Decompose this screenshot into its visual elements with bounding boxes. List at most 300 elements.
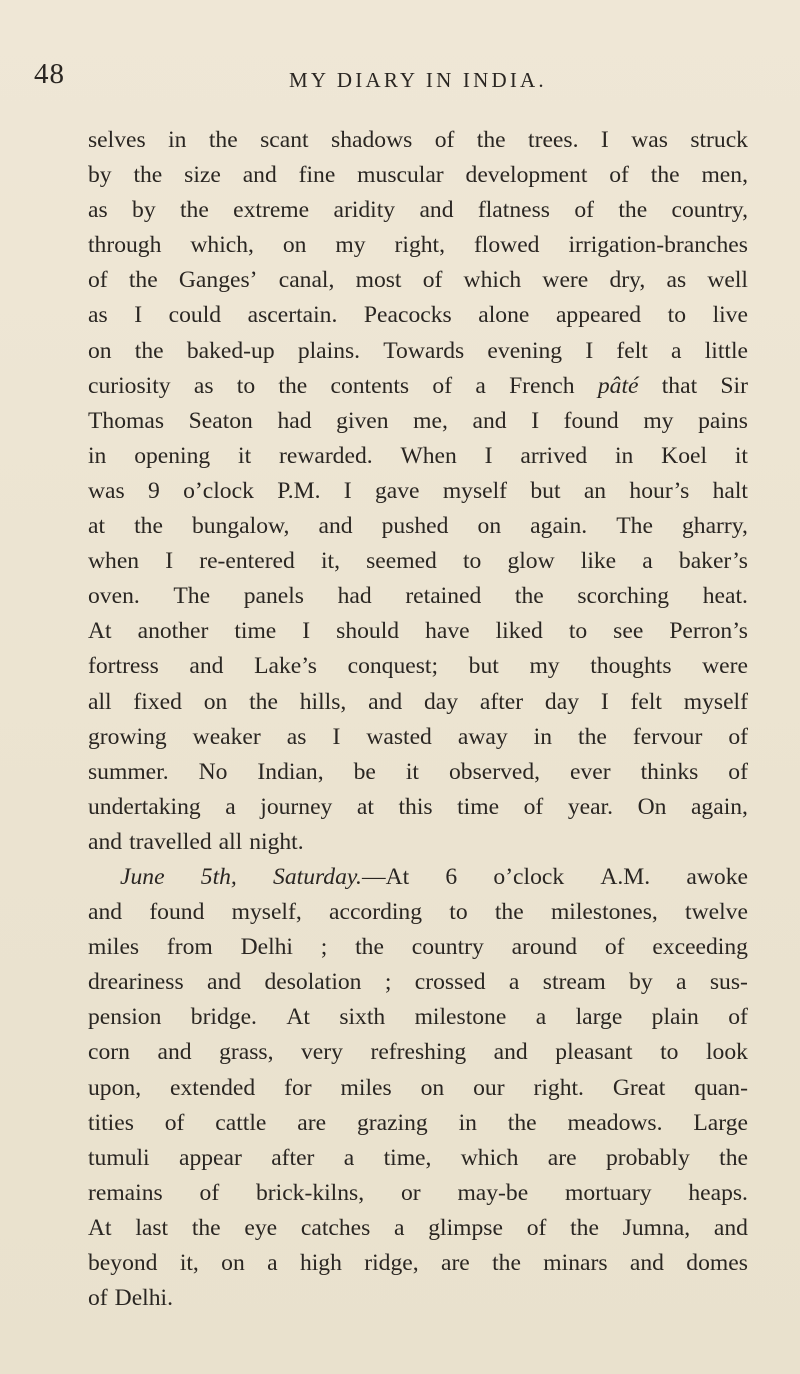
word: to bbox=[462, 548, 482, 575]
word: gave bbox=[374, 477, 420, 504]
text-line bbox=[88, 334, 748, 369]
word: of bbox=[164, 1109, 185, 1136]
word: the bbox=[133, 162, 163, 189]
word: No bbox=[198, 758, 228, 785]
word: but bbox=[530, 477, 561, 504]
word: the bbox=[179, 197, 209, 224]
word: are bbox=[297, 1109, 327, 1136]
word: my bbox=[529, 653, 560, 680]
word: Saturday.—At bbox=[273, 863, 410, 890]
word: as bbox=[193, 372, 214, 399]
word: and bbox=[242, 162, 277, 189]
word: ; bbox=[384, 969, 392, 996]
word: have bbox=[425, 618, 470, 645]
word: of bbox=[199, 1179, 220, 1206]
word: tities bbox=[88, 1109, 134, 1136]
word: plains. bbox=[297, 337, 361, 364]
word: remains bbox=[88, 1179, 163, 1206]
word: but bbox=[468, 653, 499, 680]
word: from bbox=[166, 934, 213, 961]
word: hills, bbox=[299, 688, 347, 715]
word: refreshing bbox=[370, 1039, 467, 1066]
text-line bbox=[88, 1035, 748, 1070]
text-line bbox=[88, 1281, 748, 1316]
page-number: 48 bbox=[34, 58, 65, 90]
word: which, bbox=[190, 232, 254, 259]
word: cattle bbox=[215, 1109, 267, 1136]
text-line bbox=[88, 930, 748, 965]
word: on bbox=[282, 232, 307, 259]
word: heat. bbox=[702, 583, 748, 610]
word: to bbox=[667, 302, 686, 329]
body-text bbox=[88, 123, 748, 1316]
word: another bbox=[137, 618, 209, 645]
word: of bbox=[728, 758, 748, 785]
word: The bbox=[616, 513, 653, 540]
word: curiosity bbox=[88, 372, 171, 399]
word: and bbox=[493, 1039, 528, 1066]
word: are bbox=[440, 1250, 470, 1276]
word: fine bbox=[298, 162, 336, 189]
text-line bbox=[88, 1106, 748, 1141]
word: scant bbox=[260, 127, 309, 153]
word: growing bbox=[88, 723, 167, 750]
word: according bbox=[329, 899, 423, 926]
word: the bbox=[492, 1250, 521, 1276]
word: Delhi. bbox=[114, 1285, 173, 1312]
text-line bbox=[88, 474, 748, 509]
word: contents bbox=[330, 372, 410, 399]
word: of bbox=[422, 267, 443, 294]
word: again. bbox=[530, 513, 588, 540]
word: myself, bbox=[231, 899, 302, 926]
word: 6 bbox=[445, 863, 458, 890]
word: I bbox=[600, 688, 609, 715]
word: be bbox=[353, 758, 376, 785]
word: 5th, bbox=[200, 863, 237, 890]
word: aridity bbox=[333, 197, 396, 224]
word: it, bbox=[179, 1250, 199, 1276]
word: of bbox=[434, 127, 455, 153]
word: my bbox=[643, 407, 674, 434]
word: and bbox=[207, 969, 242, 996]
word: weaker bbox=[192, 723, 261, 750]
word: irrigation-branches bbox=[568, 232, 748, 259]
text-line bbox=[88, 614, 748, 649]
word: milestone bbox=[414, 1004, 507, 1031]
word: of bbox=[728, 1004, 748, 1031]
word: Delhi bbox=[240, 934, 293, 961]
text-line bbox=[88, 298, 748, 333]
word: Sir bbox=[720, 372, 748, 399]
word: of bbox=[728, 723, 748, 750]
word: of bbox=[526, 1214, 547, 1241]
text-line bbox=[88, 228, 748, 263]
word: like bbox=[580, 548, 617, 575]
word: time, bbox=[383, 1144, 432, 1171]
text-line bbox=[88, 860, 748, 895]
text-line bbox=[88, 649, 748, 684]
word: a bbox=[535, 1004, 547, 1031]
word: baker’s bbox=[678, 548, 748, 575]
word: felt bbox=[616, 337, 648, 364]
word: I bbox=[484, 442, 493, 469]
word: men, bbox=[701, 162, 748, 189]
word: a bbox=[343, 1144, 355, 1171]
word: grazing bbox=[356, 1109, 428, 1136]
word: my bbox=[335, 232, 366, 259]
word: a bbox=[394, 1214, 405, 1241]
word: night. bbox=[249, 828, 304, 855]
word: by bbox=[132, 197, 156, 224]
word: very bbox=[301, 1039, 343, 1066]
word: could bbox=[168, 302, 222, 329]
word: pension bbox=[88, 1004, 162, 1031]
word: to bbox=[236, 372, 256, 399]
word: the bbox=[618, 197, 648, 224]
word: I bbox=[302, 618, 311, 645]
word: are bbox=[547, 1144, 577, 1171]
word: the bbox=[719, 1144, 748, 1171]
word: as bbox=[666, 267, 687, 294]
word: Koel bbox=[661, 442, 708, 469]
word: A.M. bbox=[600, 863, 651, 890]
word: I bbox=[134, 302, 143, 329]
word: in bbox=[458, 1109, 477, 1136]
word: I bbox=[332, 723, 341, 750]
word: probably bbox=[605, 1144, 690, 1171]
word: me, bbox=[413, 407, 448, 434]
word: as bbox=[88, 302, 108, 329]
word: wasted bbox=[366, 723, 432, 750]
word: away bbox=[457, 723, 508, 750]
word: right, bbox=[394, 232, 445, 259]
word: year. bbox=[567, 793, 614, 820]
word: travelled bbox=[129, 828, 212, 855]
word: at bbox=[356, 793, 374, 820]
word: trees. bbox=[528, 127, 579, 153]
word: on bbox=[221, 1250, 245, 1276]
word: well bbox=[707, 267, 748, 294]
word: or bbox=[400, 1179, 421, 1206]
word: found bbox=[149, 899, 205, 926]
text-line bbox=[88, 965, 748, 1000]
word: time bbox=[234, 618, 277, 645]
text-line bbox=[88, 263, 748, 298]
word: Jumna, bbox=[622, 1214, 691, 1241]
word: Ganges’ bbox=[178, 267, 258, 294]
word: upon, bbox=[88, 1074, 142, 1101]
word: in bbox=[88, 442, 107, 469]
word: found bbox=[563, 407, 619, 434]
word: a bbox=[676, 969, 687, 996]
word: a bbox=[671, 337, 682, 364]
word: the bbox=[578, 723, 607, 750]
word: corn bbox=[88, 1039, 130, 1066]
word: for bbox=[284, 1074, 312, 1101]
word: canal, bbox=[278, 267, 335, 294]
word: o’clock bbox=[493, 863, 565, 890]
word: shadows bbox=[331, 127, 413, 153]
word: catches bbox=[300, 1214, 371, 1241]
word: grass, bbox=[219, 1039, 274, 1066]
word: conquest; bbox=[347, 653, 439, 680]
word: and bbox=[368, 688, 403, 715]
word: it bbox=[405, 758, 419, 785]
word: large bbox=[575, 1004, 623, 1031]
word: of bbox=[432, 372, 453, 399]
text-line bbox=[88, 1211, 748, 1246]
word: minars bbox=[543, 1250, 608, 1276]
word: the bbox=[476, 127, 506, 153]
word: Perron’s bbox=[669, 618, 748, 645]
word: the bbox=[650, 162, 680, 189]
text-line bbox=[88, 544, 748, 579]
word: it, bbox=[320, 548, 340, 575]
word: fixed bbox=[133, 688, 182, 715]
word: through bbox=[88, 232, 162, 259]
word: At bbox=[286, 1004, 310, 1031]
word: When bbox=[400, 442, 457, 469]
word: the bbox=[278, 372, 308, 399]
text-line bbox=[88, 720, 748, 755]
text-line bbox=[88, 193, 748, 228]
word: mortuary bbox=[565, 1179, 652, 1206]
word: extended bbox=[170, 1074, 256, 1101]
word: At bbox=[88, 618, 112, 645]
word: panels bbox=[243, 583, 304, 610]
word: extreme bbox=[233, 197, 310, 224]
word: by bbox=[88, 162, 112, 189]
word: as bbox=[88, 197, 108, 224]
word: On bbox=[637, 793, 667, 820]
word: on bbox=[420, 1074, 445, 1101]
word: thinks bbox=[640, 758, 699, 785]
word: appeared bbox=[555, 302, 642, 329]
word: live bbox=[712, 302, 748, 329]
running-title: MY DIARY IN INDIA. bbox=[289, 68, 547, 92]
text-line bbox=[88, 439, 748, 474]
word: P.M. bbox=[277, 477, 321, 504]
word: Thomas bbox=[88, 407, 165, 434]
word: dreariness bbox=[88, 969, 184, 996]
word: the bbox=[128, 267, 158, 294]
word: retained bbox=[405, 583, 482, 610]
word: the bbox=[191, 1214, 221, 1241]
word: a bbox=[267, 1250, 278, 1276]
word: liked bbox=[495, 618, 543, 645]
word: dry, bbox=[609, 267, 646, 294]
word: the bbox=[208, 127, 238, 153]
text-line bbox=[88, 369, 748, 404]
text-line bbox=[88, 755, 748, 790]
word: the bbox=[570, 1214, 599, 1241]
text-line bbox=[88, 790, 748, 825]
word: around bbox=[511, 934, 578, 961]
word: the bbox=[494, 899, 524, 926]
word: ridge, bbox=[364, 1250, 419, 1276]
word: ascertain. bbox=[247, 302, 338, 329]
word: glow bbox=[507, 548, 555, 575]
text-line bbox=[88, 685, 748, 720]
word: myself bbox=[683, 688, 748, 715]
word: had bbox=[337, 583, 372, 610]
word: size bbox=[184, 162, 221, 189]
word: quan- bbox=[694, 1074, 748, 1101]
word: in bbox=[168, 127, 187, 153]
word: desolation bbox=[264, 969, 362, 996]
word: was bbox=[631, 127, 668, 153]
word: pâté bbox=[597, 372, 639, 399]
word: all bbox=[218, 828, 243, 855]
word: re-entered bbox=[199, 548, 295, 575]
word: crossed bbox=[414, 969, 486, 996]
word: tumuli bbox=[88, 1144, 150, 1171]
word: felt bbox=[630, 688, 662, 715]
word: bungalow, bbox=[191, 513, 290, 540]
word: were bbox=[702, 653, 748, 680]
word: milestones, bbox=[550, 899, 658, 926]
word: seemed bbox=[366, 548, 437, 575]
word: and bbox=[88, 899, 123, 926]
text-line bbox=[88, 1176, 748, 1211]
word: last bbox=[135, 1214, 169, 1241]
word: of bbox=[88, 1285, 108, 1312]
word: and bbox=[189, 653, 224, 680]
word: fortress bbox=[88, 653, 159, 680]
word: after bbox=[479, 688, 524, 715]
word: twelve bbox=[685, 899, 748, 926]
word: I bbox=[165, 548, 174, 575]
word: sus- bbox=[709, 969, 748, 996]
text-line bbox=[88, 1141, 748, 1176]
word: Peacocks bbox=[363, 302, 452, 329]
word: were bbox=[542, 267, 589, 294]
word: all bbox=[88, 688, 112, 715]
word: again, bbox=[690, 793, 748, 820]
word: the bbox=[355, 934, 384, 961]
word: the bbox=[134, 513, 163, 540]
word: oven. bbox=[88, 583, 140, 610]
word: The bbox=[173, 583, 211, 610]
word: June bbox=[120, 863, 165, 890]
word: pleasant bbox=[555, 1039, 633, 1066]
word: it bbox=[238, 442, 252, 469]
word: to bbox=[449, 899, 468, 926]
word: and bbox=[88, 828, 123, 855]
word: when bbox=[88, 548, 140, 575]
word: look bbox=[706, 1039, 748, 1066]
word: and bbox=[157, 1039, 192, 1066]
word: miles bbox=[340, 1074, 392, 1101]
word: struck bbox=[690, 127, 748, 153]
word: Seaton bbox=[188, 407, 253, 434]
word: may-be bbox=[457, 1179, 529, 1206]
word: pains bbox=[698, 407, 748, 434]
text-line bbox=[88, 123, 748, 158]
word: in bbox=[533, 723, 553, 750]
text-line bbox=[88, 1246, 748, 1281]
word: At bbox=[88, 1214, 112, 1241]
word: glimpse bbox=[428, 1214, 503, 1241]
text-line bbox=[88, 1000, 748, 1035]
word: alone bbox=[478, 302, 530, 329]
word: little bbox=[704, 337, 748, 364]
word: see bbox=[613, 618, 644, 645]
word: I bbox=[600, 127, 609, 153]
word: day bbox=[544, 688, 579, 715]
word: hour’s bbox=[629, 477, 690, 504]
word: right. bbox=[533, 1074, 584, 1101]
text-line bbox=[88, 158, 748, 193]
word: beyond bbox=[88, 1250, 158, 1276]
word: plain bbox=[651, 1004, 699, 1031]
word: to bbox=[660, 1039, 679, 1066]
word: and bbox=[472, 407, 507, 434]
word: I bbox=[585, 337, 594, 364]
text-line bbox=[88, 895, 748, 930]
word: myself bbox=[442, 477, 508, 504]
word: evening bbox=[487, 337, 563, 364]
word: time bbox=[457, 793, 500, 820]
word: and bbox=[419, 197, 454, 224]
word: after bbox=[271, 1144, 315, 1171]
word: muscular bbox=[357, 162, 444, 189]
word: most bbox=[355, 267, 402, 294]
word: of bbox=[609, 162, 629, 189]
word: halt bbox=[712, 477, 748, 504]
word: country, bbox=[671, 197, 748, 224]
word: I bbox=[343, 477, 352, 504]
word: on bbox=[477, 513, 502, 540]
text-line bbox=[88, 509, 748, 544]
word: brick-kilns, bbox=[256, 1179, 365, 1206]
word: I bbox=[531, 407, 540, 434]
word: development bbox=[465, 162, 588, 189]
running-head bbox=[34, 58, 764, 98]
word: Towards bbox=[383, 337, 465, 364]
word: observed, bbox=[448, 758, 541, 785]
word: on bbox=[203, 688, 228, 715]
word: should bbox=[336, 618, 400, 645]
word: pushed bbox=[381, 513, 449, 540]
word: gharry, bbox=[681, 513, 748, 540]
word: stream bbox=[542, 969, 606, 996]
word: that bbox=[661, 372, 698, 399]
word: as bbox=[286, 723, 307, 750]
word: and bbox=[318, 513, 353, 540]
word: fervour bbox=[632, 723, 703, 750]
word: had bbox=[277, 407, 312, 434]
word: of bbox=[523, 793, 544, 820]
word: a bbox=[225, 793, 236, 820]
word: heaps. bbox=[688, 1179, 748, 1206]
word: thoughts bbox=[590, 653, 672, 680]
word: on bbox=[88, 337, 112, 364]
word: undertaking bbox=[88, 793, 201, 820]
text-line bbox=[88, 404, 748, 439]
word: rewarded. bbox=[278, 442, 373, 469]
text-line bbox=[88, 1071, 748, 1106]
word: baked-up bbox=[186, 337, 275, 364]
word: Indian, bbox=[257, 758, 324, 785]
word: the bbox=[514, 583, 544, 610]
word: flowed bbox=[473, 232, 540, 259]
word: day bbox=[424, 688, 459, 715]
word: given bbox=[336, 407, 389, 434]
word: the bbox=[134, 337, 164, 364]
word: Lake’s bbox=[254, 653, 317, 680]
